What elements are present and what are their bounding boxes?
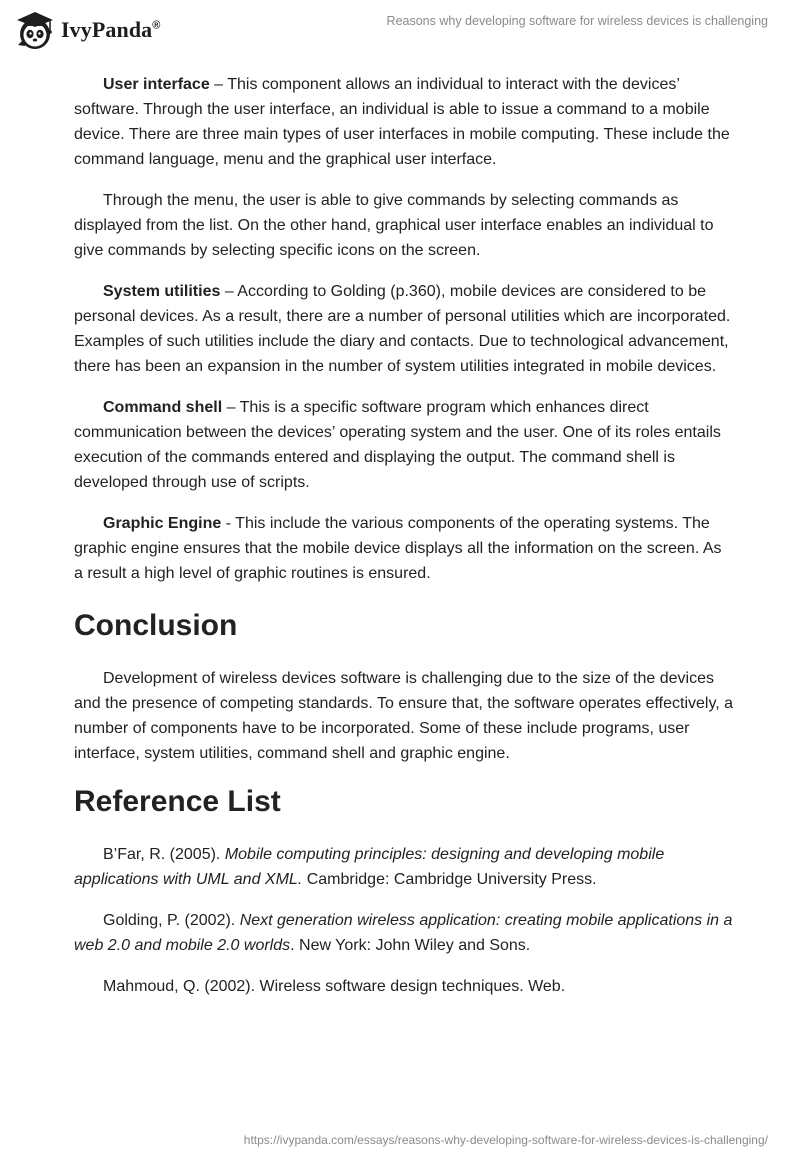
paragraph-graphic-engine bbox=[74, 511, 734, 586]
ivypanda-logo[interactable] bbox=[14, 9, 161, 51]
paragraph-text: - This include the various components of the operating systems. The graphic engine ensures that the mobile device displays all the information on the screen. As a result a high level of graphic routines is ensured. bbox=[74, 515, 722, 582]
conclusion-paragraph: Development of wireless devices software is challenging due to the size of the devices and the presence of competing standards. To ensure that, the software operates effectively, a number of components have to be incorporated. Some of these include programs, user interface, system utilities, command shell and graphic engine. bbox=[74, 670, 734, 762]
reference-item: Golding, P. (2002). Next generation wireless application: creating mobile applications in a web 2.0 and mobile 2.0 worlds. New York: John Wiley and Sons. bbox=[74, 912, 733, 954]
conclusion-heading: Conclusion bbox=[74, 609, 238, 642]
paragraph-text: – This is a specific software program which enhances direct communication between the devices’ operating system and the user. One of its roles entails execution of the commands entered and displaying the output. The command shell is developed through use of scripts. bbox=[74, 399, 721, 491]
reference-list-heading: Reference List bbox=[74, 785, 281, 818]
document-title: Reasons why developing software for wireless devices is challenging bbox=[386, 14, 768, 28]
reference-title: Mobile computing principles: designing and developing mobile applications with UML and XML. bbox=[74, 846, 665, 888]
term-user-interface: User interface bbox=[103, 76, 210, 93]
paragraph-text: – According to Golding (p.360), mobile devices are considered to be personal devices. As a result, there are a number of personal utilities which are incorporated. Examples of such utilities include the diary and contacts. Due to technological advancement, there has been an expansion in the number of system utilities integrated in mobile devices. bbox=[74, 283, 731, 375]
paragraph-text: – This component allows an individual to interact with the devices’ software. Through the user interface, an individual is able to issue a command to a mobile device. There are three main types of user interfaces in mobile computing. These include the command language, menu and the graphical user interface. bbox=[74, 76, 730, 168]
paragraph-menu bbox=[74, 188, 734, 263]
reference-title: Next generation wireless application: creating mobile applications in a web 2.0 and mobile 2.0 worlds bbox=[74, 912, 733, 954]
page-header bbox=[0, 0, 800, 60]
paragraph-user-interface bbox=[74, 72, 734, 172]
essay-body bbox=[74, 72, 734, 1015]
reference-item: Mahmoud, Q. (2002). Wireless software design techniques. Web. bbox=[103, 978, 566, 995]
paragraph-command-shell bbox=[74, 395, 734, 495]
term-command-shell: Command shell bbox=[103, 399, 223, 416]
term-graphic-engine: Graphic Engine bbox=[103, 515, 222, 532]
panda-graduation-icon bbox=[14, 9, 56, 51]
reference-item: B’Far, R. (2005). Mobile computing principles: designing and developing mobile applications with UML and XML. Cambridge: Cambridge University Press. bbox=[74, 846, 665, 888]
logo-text: IvyPanda® bbox=[61, 17, 161, 42]
term-system-utilities: System utilities bbox=[103, 283, 221, 300]
footer-url-link[interactable]: https://ivypanda.com/essays/reasons-why-developing-software-for-wireless-devices-is-challenging/ bbox=[243, 1133, 768, 1147]
paragraph-text: Through the menu, the user is able to give commands by selecting commands as displayed from the list. On the other hand, graphical user interface enables an individual to give commands by selecting specific icons on the screen. bbox=[74, 192, 714, 259]
paragraph-system-utilities bbox=[74, 279, 734, 379]
